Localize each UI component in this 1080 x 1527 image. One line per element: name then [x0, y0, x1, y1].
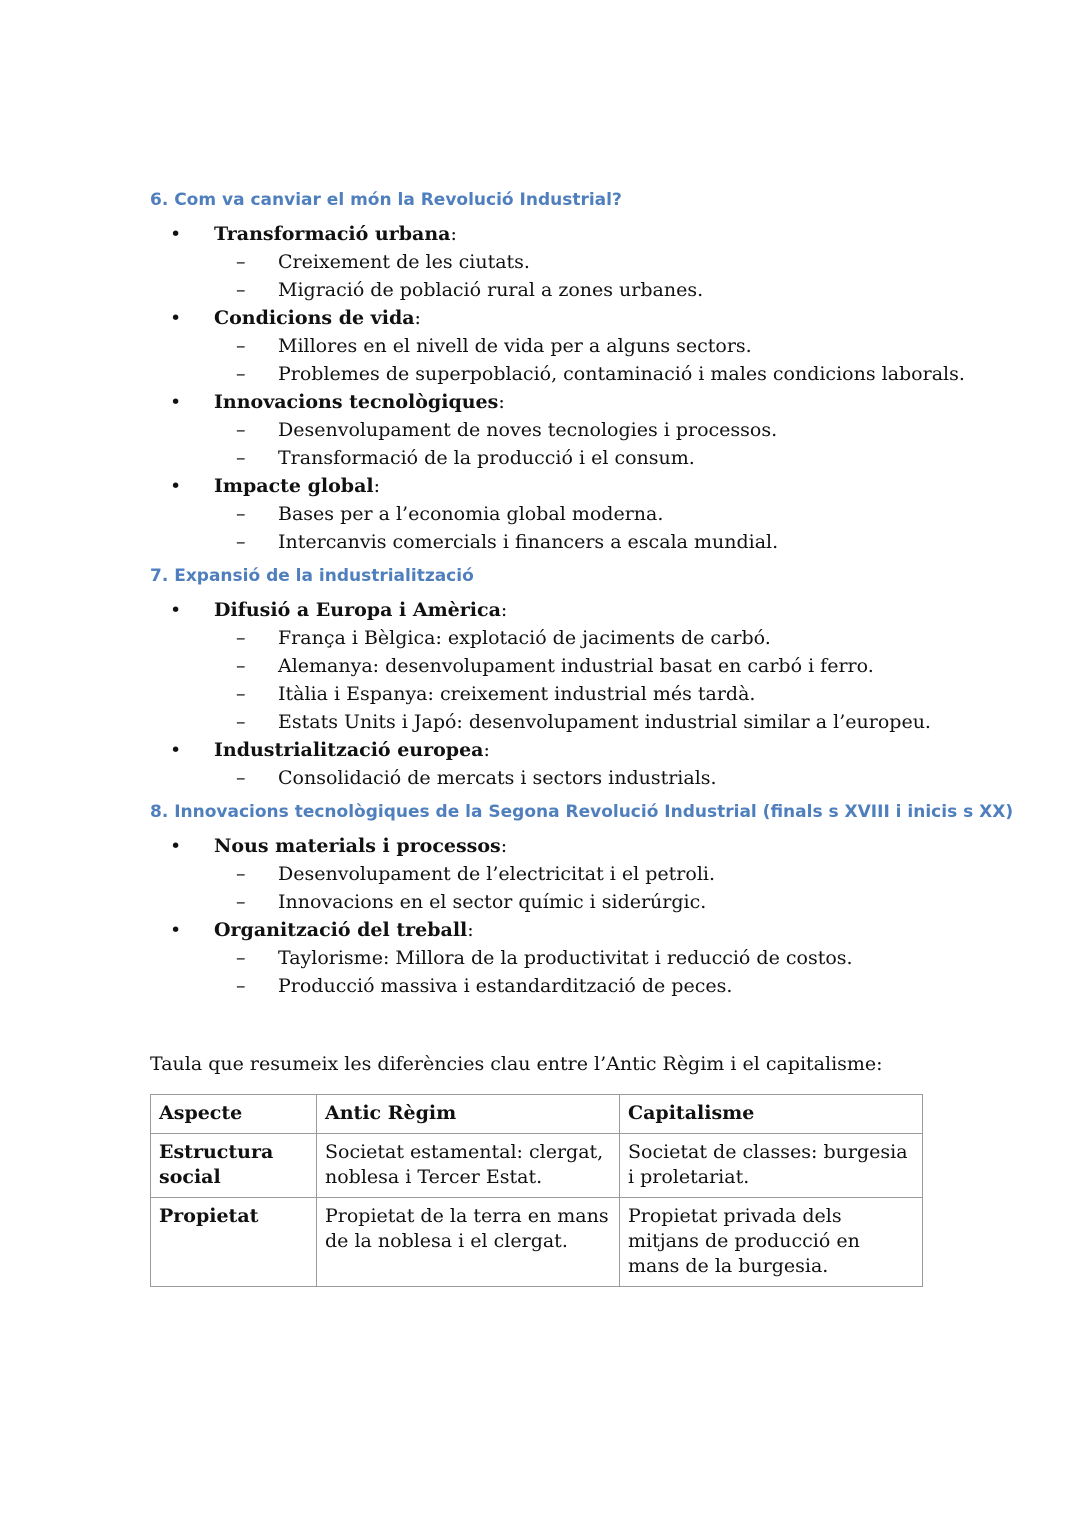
sub-item-text: Estats Units i Japó: desenvolupament industrial similar a l’europeu. — [278, 711, 931, 733]
bullet-icon: • — [170, 307, 182, 329]
item-list — [150, 220, 965, 556]
sub-list — [214, 764, 925, 792]
item-title: Nous materials i processos — [214, 835, 501, 857]
dash-icon: – — [236, 711, 246, 733]
table-header-cell: Capitalisme — [620, 1095, 923, 1134]
table-cell-aspect: Estructura social — [151, 1134, 317, 1198]
sub-item — [214, 276, 925, 304]
bullet-icon: • — [170, 391, 182, 413]
item-colon: : — [483, 739, 490, 761]
dash-icon: – — [236, 335, 246, 357]
list-item — [150, 596, 931, 736]
bullet-icon: • — [170, 835, 182, 857]
list-item — [150, 220, 925, 304]
item-colon: : — [498, 391, 505, 413]
section-heading: 7. Expansió de la industrialització — [150, 566, 474, 586]
sub-item-text: Bases per a l’economia global moderna. — [278, 503, 664, 525]
sub-list — [214, 248, 925, 304]
table-cell: Propietat privada dels mitjans de producció en mans de la burgesia. — [620, 1198, 923, 1287]
sub-item — [214, 500, 925, 528]
item-title: Transformació urbana — [214, 223, 451, 245]
sub-item — [214, 888, 925, 916]
item-title: Impacte global — [214, 475, 374, 497]
dash-icon: – — [236, 683, 246, 705]
table-row — [151, 1134, 923, 1198]
sub-item-text: Desenvolupament de noves tecnologies i processos. — [278, 419, 778, 441]
table-header-cell: Aspecte — [151, 1095, 317, 1134]
item-title: Organització del treball — [214, 919, 468, 941]
sub-item-text: Transformació de la producció i el consum. — [278, 447, 695, 469]
item-title: Innovacions tecnològiques — [214, 391, 499, 413]
bullet-icon: • — [170, 919, 182, 941]
dash-icon: – — [236, 975, 246, 997]
section-heading: 6. Com va canviar el món la Revolució Industrial? — [150, 190, 622, 210]
sub-item-text: Itàlia i Espanya: creixement industrial més tardà. — [278, 683, 756, 705]
list-item — [150, 304, 965, 388]
dash-icon: – — [236, 891, 246, 913]
table-cell: Propietat de la terra en mans de la noblesa i el clergat. — [317, 1198, 620, 1287]
dash-icon: – — [236, 279, 246, 301]
section-heading: 8. Innovacions tecnològiques de la Segona Revolució Industrial (finals s XVIII i inicis s XX) — [150, 802, 1014, 822]
bullet-icon: • — [170, 739, 182, 761]
dash-icon: – — [236, 655, 246, 677]
sub-item-text: Consolidació de mercats i sectors industrials. — [278, 767, 717, 789]
sub-item-text: Migració de població rural a zones urbanes. — [278, 279, 704, 301]
item-colon: : — [467, 919, 474, 941]
sub-item — [214, 248, 925, 276]
list-item — [150, 388, 925, 472]
sub-item — [214, 860, 925, 888]
dash-icon: – — [236, 531, 246, 553]
sub-item — [214, 680, 925, 708]
dash-icon: – — [236, 863, 246, 885]
item-colon: : — [500, 835, 508, 857]
table-intro: Taula que resumeix les diferències clau entre l’Antic Règim i el capitalisme: — [150, 1053, 883, 1075]
sub-list — [214, 624, 931, 736]
sub-item-text: Creixement de les ciutats. — [278, 251, 530, 273]
sub-item — [214, 332, 925, 360]
item-colon: : — [450, 223, 457, 245]
dash-icon: – — [236, 627, 246, 649]
item-title: Industrialització europea — [214, 739, 484, 761]
table-cell: Societat estamental: clergat, noblesa i Tercer Estat. — [317, 1134, 620, 1198]
table-row — [151, 1198, 923, 1287]
bullet-icon: • — [170, 475, 182, 497]
dash-icon: – — [236, 363, 246, 385]
sub-item-text: Innovacions en el sector químic i siderúrgic. — [278, 891, 707, 913]
sub-list — [214, 860, 925, 916]
sub-item-text: Taylorisme: Millora de la productivitat i reducció de costos. — [278, 947, 853, 969]
dash-icon: – — [236, 419, 246, 441]
list-item — [150, 832, 925, 916]
list-item — [150, 472, 925, 556]
sub-item-text: Producció massiva i estandardització de peces. — [278, 975, 733, 997]
sub-item — [214, 972, 925, 1000]
list-item — [150, 736, 925, 792]
dash-icon: – — [236, 447, 246, 469]
sub-list — [214, 416, 925, 472]
sub-item-text: Problemes de superpoblació, contaminació i males condicions laborals. — [278, 363, 965, 385]
sub-list — [214, 500, 925, 556]
dash-icon: – — [236, 251, 246, 273]
sub-item — [214, 764, 925, 792]
bullet-icon: • — [170, 223, 182, 245]
list-item — [150, 916, 925, 1000]
sub-item-text: Alemanya: desenvolupament industrial basat en carbó i ferro. — [278, 655, 874, 677]
document-page — [150, 186, 1014, 1287]
sub-item — [214, 652, 925, 680]
table-cell: Societat de classes: burgesia i proletariat. — [620, 1134, 923, 1198]
sub-item-text: Millores en el nivell de vida per a alguns sectors. — [278, 335, 752, 357]
sub-list — [214, 332, 965, 388]
dash-icon: – — [236, 947, 246, 969]
item-colon: : — [414, 307, 421, 329]
sub-item — [214, 360, 965, 388]
sub-item-text: França i Bèlgica: explotació de jaciments de carbó. — [278, 627, 771, 649]
table-header-cell: Antic Règim — [317, 1095, 620, 1134]
bullet-icon: • — [170, 599, 182, 621]
sub-item — [214, 416, 925, 444]
table-header-row — [151, 1095, 923, 1134]
section-6 — [150, 186, 965, 556]
item-list — [150, 832, 925, 1000]
item-list — [150, 596, 931, 792]
item-title: Difusió a Europa i Amèrica — [214, 599, 501, 621]
sub-item — [214, 444, 925, 472]
section-7 — [150, 562, 931, 792]
comparison-table — [150, 1094, 923, 1287]
item-colon: : — [373, 475, 381, 497]
sub-item-text: Desenvolupament de l’electricitat i el petroli. — [278, 863, 716, 885]
sub-list — [214, 944, 925, 1000]
sub-item — [214, 708, 931, 736]
item-colon: : — [500, 599, 508, 621]
dash-icon: – — [236, 503, 246, 525]
item-title: Condicions de vida — [214, 307, 415, 329]
sub-item — [214, 528, 925, 556]
section-8 — [150, 798, 1014, 1000]
sub-item-text: Intercanvis comercials i financers a escala mundial. — [278, 531, 779, 553]
dash-icon: – — [236, 767, 246, 789]
sub-item — [214, 944, 925, 972]
table-cell-aspect: Propietat — [151, 1198, 317, 1287]
sub-item — [214, 624, 925, 652]
